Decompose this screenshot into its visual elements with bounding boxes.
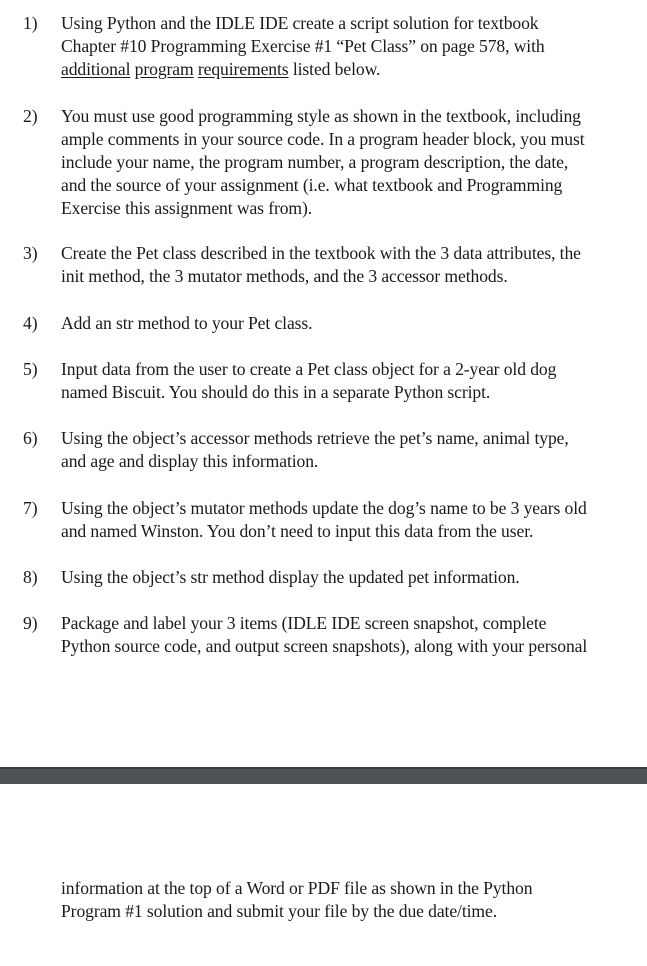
item-text	[61, 566, 639, 589]
text-line: Using Python and the IDLE IDE create a script solution for textbook	[61, 13, 539, 33]
item-number: 7)	[23, 498, 38, 518]
text-line: Input data from the user to create a Pet class object for a 2-year old dog	[61, 359, 557, 379]
item-number: 4)	[23, 313, 38, 333]
text-line: ample comments in your source code. In a program header block, you must	[61, 129, 585, 150]
text-line: and named Winston. You don’t need to input this data from the user.	[61, 521, 534, 542]
item-text	[61, 312, 639, 335]
text-line: Using the object’s str method display the updated pet information.	[61, 567, 520, 587]
item-text	[61, 427, 639, 473]
item-number: 6)	[23, 428, 38, 448]
underlined-word: requirements	[197, 59, 289, 80]
text-line: Program #1 solution and submit your file by the due date/time.	[61, 901, 498, 922]
document-page-2	[0, 784, 647, 966]
page-break-divider	[0, 767, 647, 784]
list-item-9-continuation	[61, 877, 641, 923]
text-line: Using the object’s accessor methods retrieve the pet’s name, animal type,	[61, 428, 569, 448]
text-line: Package and label your 3 items (IDLE IDE screen snapshot, complete	[61, 613, 547, 633]
text-line: named Biscuit. You should do this in a separate Python script.	[61, 382, 491, 403]
text-line: Using the object’s mutator methods update the dog’s name to be 3 years old	[61, 498, 587, 518]
underlined-word: program	[134, 59, 194, 80]
text-line: Add an str method to your Pet class.	[61, 313, 313, 333]
item-text	[61, 105, 639, 220]
text-line: Create the Pet class described in the textbook with the 3 data attributes, the	[61, 243, 581, 263]
item-text	[61, 612, 639, 658]
item-number: 3)	[23, 243, 38, 263]
item-number: 1)	[23, 13, 38, 33]
item-number: 5)	[23, 359, 38, 379]
item-text	[61, 358, 639, 404]
item-number: 9)	[23, 613, 38, 633]
text-line: information at the top of a Word or PDF file as shown in the Python	[61, 878, 533, 898]
item-number: 8)	[23, 567, 38, 587]
text-line: Exercise this assignment was from).	[61, 198, 313, 219]
text-line: init method, the 3 mutator methods, and the 3 accessor methods.	[61, 266, 508, 287]
text-line: and age and display this information.	[61, 451, 319, 472]
item-text	[61, 497, 639, 543]
text-line: include your name, the program number, a program description, the date,	[61, 152, 569, 173]
text-line: You must use good programming style as shown in the textbook, including	[61, 106, 581, 126]
text-line	[61, 58, 639, 81]
item-text	[61, 242, 639, 288]
text-line: Chapter #10 Programming Exercise #1 “Pet Class” on page 578, with	[61, 36, 545, 57]
underlined-word: additional	[61, 59, 131, 80]
text-fragment: listed below.	[292, 59, 381, 80]
text-line: Python source code, and output screen snapshots), along with your personal	[61, 636, 588, 657]
item-text	[61, 12, 639, 81]
item-number: 2)	[23, 106, 38, 126]
text-line: and the source of your assignment (i.e. what textbook and Programming	[61, 175, 563, 196]
